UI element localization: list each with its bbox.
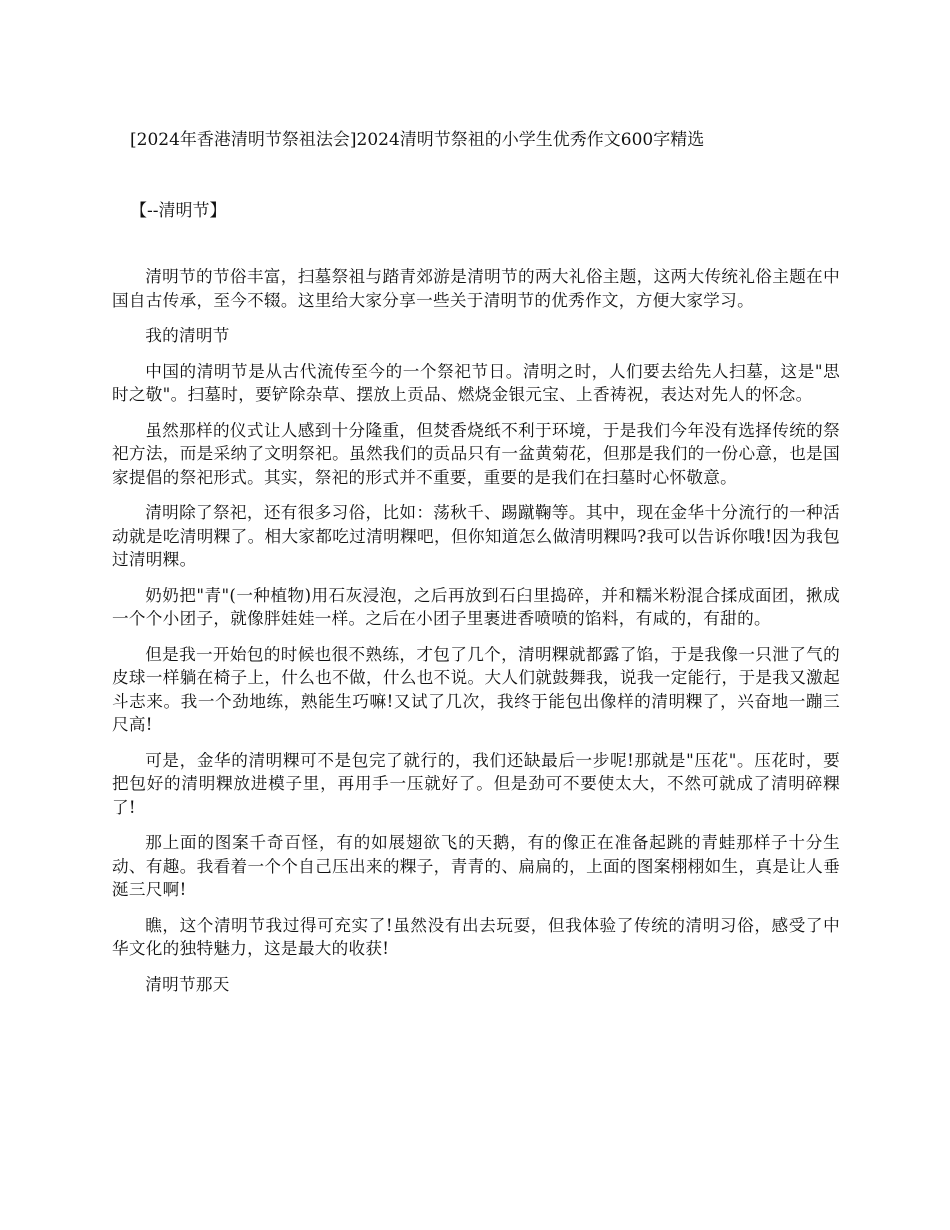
paragraph: 奶奶把"青"(一种植物)用石灰浸泡，之后再放到石臼里捣碎，并和糯米粉混合揉成面团，揪成一个个小团子，就像胖娃娃一样。之后在小团子里裹进香喷喷的馅料，有咸的，有甜的。 (112, 585, 840, 628)
paragraph: 可是，金华的清明粿可不是包完了就行的，我们还缺最后一步呢!那就是"压花"。压花时，要把包好的清明粿放进模子里，再用手一压就好了。但是劲可不要使太大，不然可就成了清明碎粿了! (112, 750, 840, 817)
paragraph: 虽然那样的仪式让人感到十分隆重，但焚香烧纸不利于环境，于是我们今年没有选择传统的祭祀方法，而是采纳了文明祭祀。虽然我们的贡品只有一盆黄菊花，但那是我们的一份心意，也是国家提倡的祭祀形式。其实，祭祀的形式并不重要，重要的是我们在扫墓时心怀敬意。 (112, 420, 840, 487)
paragraph: 中国的清明节是从古代流传至今的一个祭祀节日。清明之时，人们要去给先人扫墓，这是"思时之敬"。扫墓时，要铲除杂草、摆放上贡品、燃烧金银元宝、上香祷祝，表达对先人的怀念。 (112, 361, 840, 404)
essay-heading: 清明节那天 (145, 974, 230, 994)
paragraph: 瞧，这个清明节我过得可充实了!虽然没有出去玩耍，但我体验了传统的清明习俗，感受了中华文化的独特魅力，这是最大的收获! (112, 915, 840, 958)
document-title: [2024年香港清明节祭祖法会]2024清明节祭祖的小学生优秀作文600字精选 (130, 130, 705, 150)
paragraph: 那上面的图案千奇百怪，有的如展翅欲飞的天鹅，有的像正在准备起跳的青蛙那样子十分生动、有趣。我看着一个个自己压出来的粿子，青青的、扁扁的，上面的图案栩栩如生，真是让人垂涎三尺啊! (112, 833, 840, 899)
intro-paragraph: 清明节的节俗丰富，扫墓祭祖与踏青郊游是清明节的两大礼俗主题，这两大传统礼俗主题在中国自古传承，至今不辍。这里给大家分享一些关于清明节的优秀作文，方便大家学习。 (112, 267, 840, 310)
article-body (112, 265, 840, 1008)
paragraph: 但是我一开始包的时候也很不熟练，才包了几个，清明粿就都露了馅，于是我像一只泄了气的皮球一样躺在椅子上，什么也不做，什么也不说。大人们就鼓舞我，说我一定能行，于是我又激起斗志来。我一个劲地练，熟能生巧嘛!又试了几次，我终于能包出像样的清明粿了，兴奋地一蹦三尺高! (112, 644, 840, 734)
section-label: 【--清明节】 (130, 201, 227, 221)
paragraph: 清明除了祭祀，还有很多习俗，比如：荡秋千、踢蹴鞠等。其中，现在金华十分流行的一种活动就是吃清明粿了。相大家都吃过清明粿吧，但你知道怎么做清明粿吗?我可以告诉你哦!因为我包过清明粿。 (112, 503, 840, 569)
essay-heading: 我的清明节 (145, 326, 230, 345)
